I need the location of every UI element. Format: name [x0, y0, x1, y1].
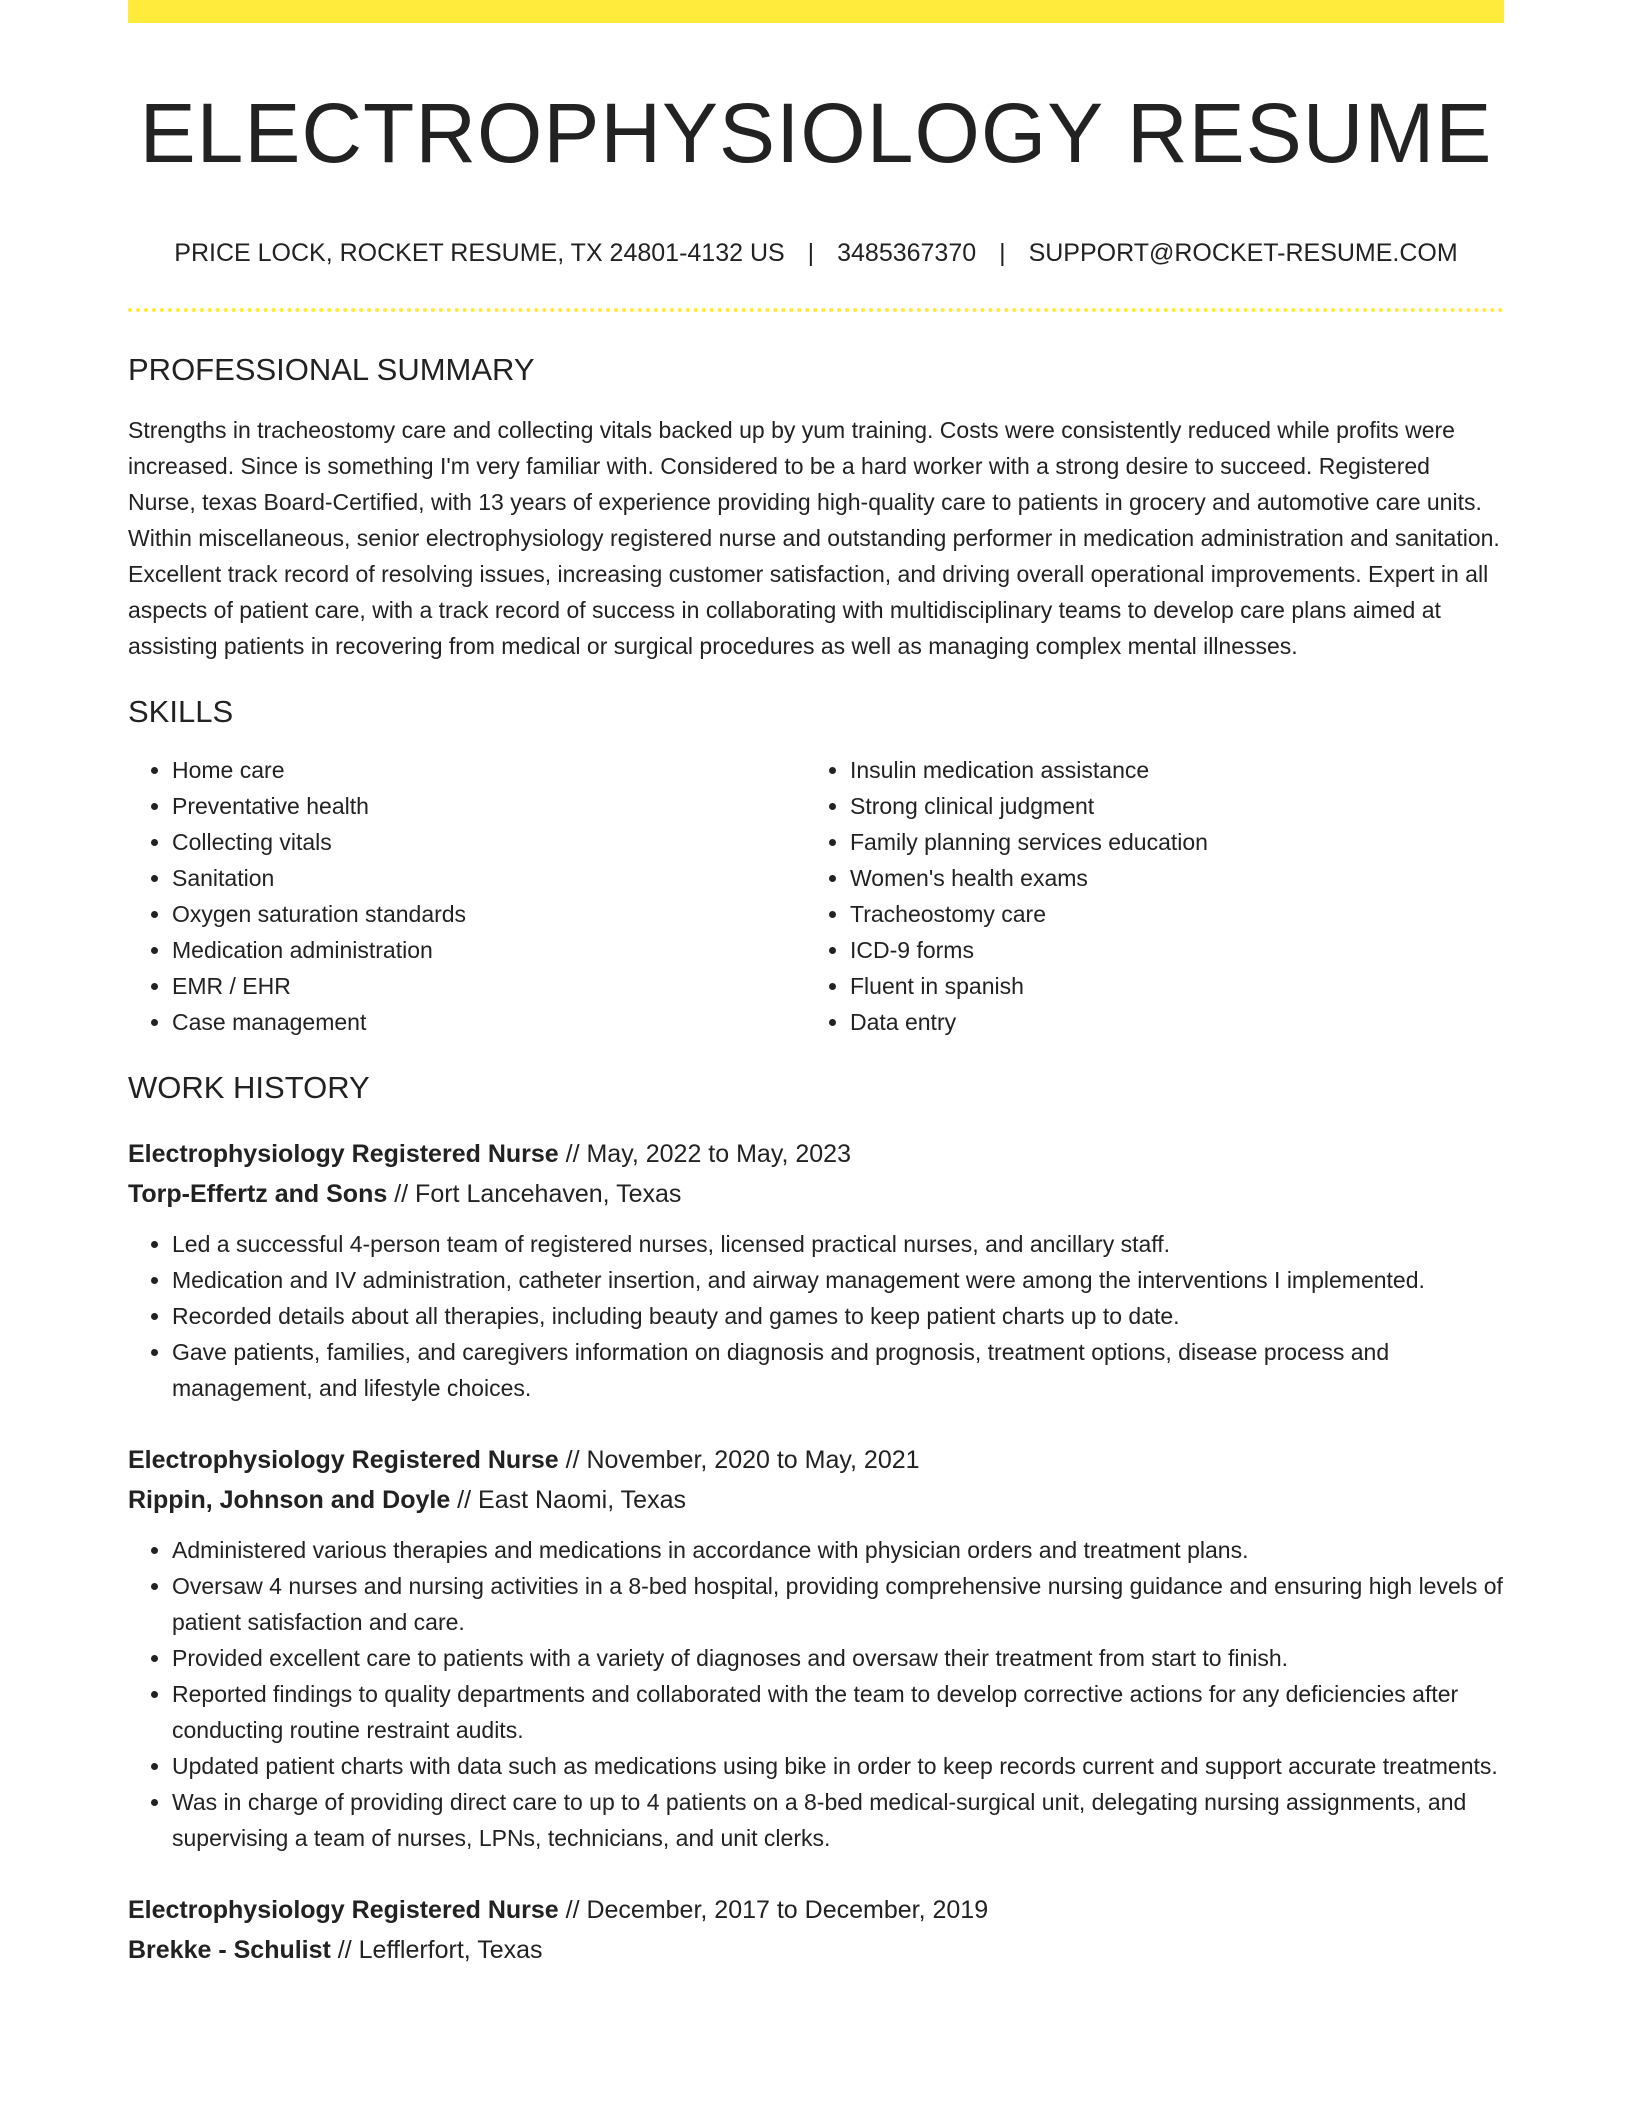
job-bullet: • Medication and IV administration, catheter insertion, and airway management were among the interventions I implemented. — [172, 1262, 1504, 1298]
skill-item: • Preventative health — [172, 788, 806, 824]
dotted-divider — [128, 308, 1504, 312]
page-title: ELECTROPHYSIOLOGY RESUME — [139, 86, 1493, 180]
skill-item: • Medication administration — [172, 932, 806, 968]
job-bullet: • Led a successful 4-person team of registered nurses, licensed practical nurses, and ancillary staff. — [172, 1226, 1504, 1262]
skill-item: • Family planning services education — [850, 824, 1484, 860]
skills-heading: SKILLS — [128, 694, 234, 729]
job-bullet: • Updated patient charts with data such as medications using bike in order to keep records current and support accurate treatments. — [172, 1748, 1504, 1784]
job-bullet: • Recorded details about all therapies, including beauty and games to keep patient charts up to date. — [172, 1298, 1504, 1334]
job-title-line — [128, 1440, 1504, 1480]
skills-column-left — [128, 752, 806, 1040]
job-bullet: • Gave patients, families, and caregivers information on diagnosis and prognosis, treatment options, disease process and management, and lifestyle choices. — [172, 1334, 1504, 1406]
skill-item: • Collecting vitals — [172, 824, 806, 860]
skill-item: • Women's health exams — [850, 860, 1484, 896]
job-title: Electrophysiology Registered Nurse — [128, 1446, 559, 1474]
job-location: // East Naomi, Texas — [450, 1486, 686, 1514]
job-entry — [128, 1890, 1504, 1970]
contact-separator: | — [999, 239, 1006, 267]
job-location: // Fort Lancehaven, Texas — [387, 1180, 682, 1208]
accent-bar — [128, 0, 1504, 23]
summary-heading: PROFESSIONAL SUMMARY — [128, 352, 535, 387]
job-bullets — [128, 1532, 1504, 1856]
job-dates: // November, 2020 to May, 2021 — [558, 1446, 920, 1474]
skill-item: • Fluent in spanish — [850, 968, 1484, 1004]
skills-list — [128, 752, 1504, 1040]
contact-separator: | — [807, 239, 815, 267]
resume-content — [128, 23, 1504, 1970]
skills-column-right — [806, 752, 1484, 1040]
skill-item: • Sanitation — [172, 860, 806, 896]
contact-line — [128, 238, 1504, 268]
job-location: // Lefflerfort, Texas — [330, 1936, 543, 1964]
contact-phone: 3485367370 — [837, 239, 977, 267]
job-bullet: • Was in charge of providing direct care to up to 4 patients on a 8-bed medical-surgical unit, delegating nursing assignments, and supervising a team of nurses, LPNs, technicians, and unit clerks. — [172, 1784, 1504, 1856]
skill-item: • ICD-9 forms — [850, 932, 1484, 968]
skill-item: • Tracheostomy care — [850, 896, 1484, 932]
job-company-line — [128, 1480, 1504, 1520]
skill-item: • Home care — [172, 752, 806, 788]
job-title: Electrophysiology Registered Nurse — [128, 1896, 559, 1924]
work-history-heading: WORK HISTORY — [128, 1070, 370, 1105]
job-title-line — [128, 1890, 1504, 1930]
skill-item: • Data entry — [850, 1004, 1484, 1040]
job-bullet: • Provided excellent care to patients with a variety of diagnoses and oversaw their treatment from start to finish. — [172, 1640, 1504, 1676]
job-bullet: • Reported findings to quality departments and collaborated with the team to develop corrective actions for any deficiencies after conducting routine restraint audits. — [172, 1676, 1504, 1748]
skill-item: • Oxygen saturation standards — [172, 896, 806, 932]
skill-item: • EMR / EHR — [172, 968, 806, 1004]
contact-address: PRICE LOCK, ROCKET RESUME, TX 24801-4132 US — [174, 239, 785, 267]
job-bullet: • Administered various therapies and medications in accordance with physician orders and treatment plans. — [172, 1532, 1504, 1568]
job-company: Rippin, Johnson and Doyle — [128, 1486, 451, 1514]
job-title: Electrophysiology Registered Nurse — [128, 1140, 559, 1168]
job-entry — [128, 1134, 1504, 1406]
job-dates: // December, 2017 to December, 2019 — [558, 1896, 989, 1924]
job-entry — [128, 1440, 1504, 1856]
job-bullet: • Oversaw 4 nurses and nursing activities in a 8-bed hospital, providing comprehensive nursing guidance and ensuring high levels of patient satisfaction and care. — [172, 1568, 1504, 1640]
contact-email: SUPPORT@ROCKET-RESUME.COM — [1028, 239, 1458, 267]
skill-item: • Case management — [172, 1004, 806, 1040]
job-bullets — [128, 1226, 1504, 1406]
summary-text: Strengths in tracheostomy care and collecting vitals backed up by yum training. Costs were consistently reduced while profits were increased. Since is something I'm very familiar with. Considered to be a hard worker with a strong desire to succeed. Registered Nurse, texas Board-Certified, with 13 years of experience providing high-quality care to patients in grocery and automotive care units. Within miscellaneous, senior electrophysiology registered nurse and outstanding performer in medication administration and sanitation. Excellent track record of resolving issues, increasing customer satisfaction, and driving overall operational improvements. Expert in all aspects of patient care, with a track record of success in collaborating with multidisciplinary teams to develop care plans aimed at assisting patients in recovering from medical or surgical procedures as well as managing complex mental illnesses. — [128, 417, 1500, 659]
job-company: Torp-Effertz and Sons — [128, 1180, 388, 1208]
job-company-line — [128, 1930, 1504, 1970]
job-dates: // May, 2022 to May, 2023 — [558, 1140, 851, 1168]
job-company: Brekke - Schulist — [128, 1936, 331, 1964]
job-company-line — [128, 1174, 1504, 1214]
skill-item: • Insulin medication assistance — [850, 752, 1484, 788]
job-title-line — [128, 1134, 1504, 1174]
skill-item: • Strong clinical judgment — [850, 788, 1484, 824]
